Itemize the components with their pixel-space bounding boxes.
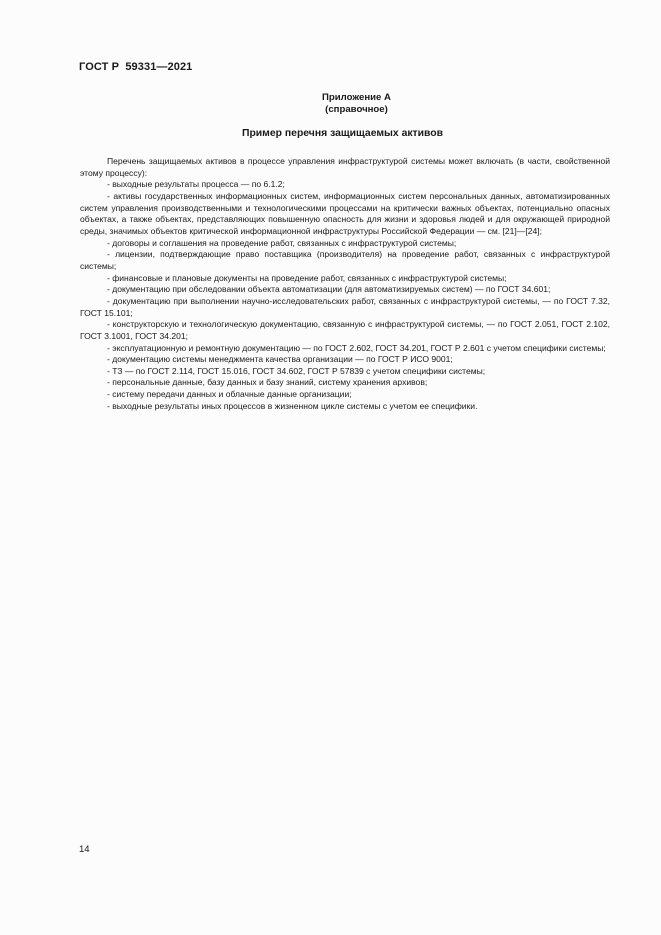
list-item: - документацию при обследовании объекта автоматизации (для автоматизируемых систем) — по ГОСТ 34.601; bbox=[107, 284, 551, 295]
appendix-heading bbox=[0, 92, 661, 116]
body-text bbox=[80, 156, 610, 412]
list-item: - финансовые и плановые документы на проведение работ, связанных с инфраструктурой системы; bbox=[107, 272, 507, 283]
list-item: - активы государственных информационных систем, информационных систем персональных данных, автоматизированных систем управления производственными и технологическими процессами на критически важных объектах, потенциально опасных объектах, а также объектах, представляющих повышенную опасность для жизни и здоровья людей и для окружающей природной среды, значимых объектов критической информационной инфраструктуры Российской Федерации — см. [21]—[24]; bbox=[80, 190, 610, 236]
appendix-label: Приложение А bbox=[322, 92, 391, 103]
section-title: Пример перечня защищаемых активов bbox=[241, 128, 444, 139]
list-item: - конструкторскую и технологическую документацию, связанную с инфраструктурой системы, — по ГОСТ 2.051, ГОСТ 2.102, ГОСТ 3.1001, ГОСТ 34.201; bbox=[80, 319, 610, 341]
list-item: - выходные результаты процесса — по 6.1.2; bbox=[107, 179, 285, 190]
list-item: - ТЗ — по ГОСТ 2.114, ГОСТ 15.016, ГОСТ 34.602, ГОСТ Р 57839 с учетом специфики системы; bbox=[107, 365, 486, 376]
list-item: - документацию при выполнении научно-исследовательских работ, связанных с инфраструктурой системы, — по ГОСТ 7.32, ГОСТ 15.101; bbox=[80, 295, 610, 318]
list-item: - выходные результаты иных процессов в жизненном цикле системы с учетом ее специфики. bbox=[107, 400, 478, 411]
list-item: - договоры и соглашения на проведение работ, связанных с инфраструктурой системы; bbox=[107, 237, 457, 248]
list-item: - систему передачи данных и облачные данные организации; bbox=[107, 389, 352, 400]
list-item: - лицензии, подтверждающие право поставщика (производителя) на проведение работ, связанных с инфраструктурой системы; bbox=[80, 249, 610, 271]
document-code: ГОСТ Р 59331—2021 bbox=[79, 61, 193, 73]
list-item: - персональные данные, базу данных и базу знаний, систему хранения архивов; bbox=[107, 377, 428, 388]
list-item: - документацию системы менеджмента качества организации — по ГОСТ Р ИСО 9001; bbox=[107, 354, 453, 365]
intro-paragraph: Перечень защищаемых активов в процессе управления инфраструктурой системы может включать (в части, свойственной этому процессу): bbox=[80, 156, 610, 178]
list-item: - эксплуатационную и ремонтную документацию — по ГОСТ 2.602, ГОСТ 34.201, ГОСТ Р 2.601 с учетом специфики системы; bbox=[107, 342, 606, 353]
page-number: 14 bbox=[79, 844, 90, 855]
appendix-type: (справочное) bbox=[325, 104, 388, 115]
